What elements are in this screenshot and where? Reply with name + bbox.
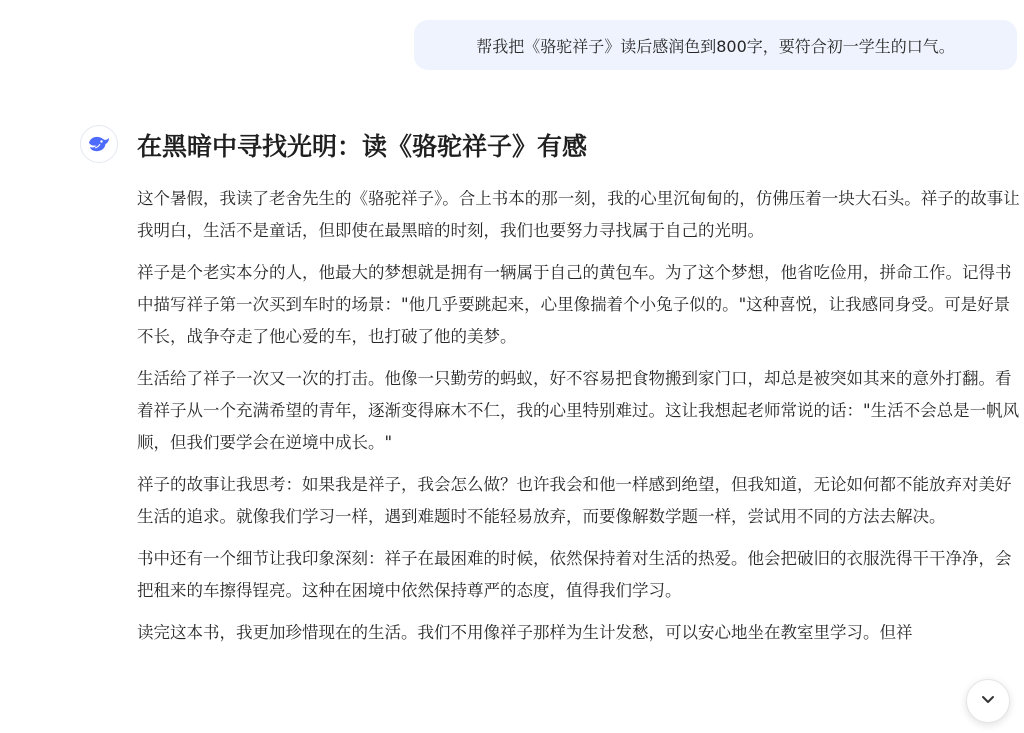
user-message-text: 帮我把《骆驼祥子》读后感润色到800字，要符合初一学生的口气。 [476, 36, 955, 56]
answer-paragraph: 书中还有一个细节让我印象深刻：祥子在最困难的时候，依然保持着对生活的热爱。他会把破旧的衣服洗得干干净净，会把租来的车擦得锃亮。这种在困境中依然保持尊严的态度，值得我们学习。 [137, 549, 1012, 600]
answer-paragraph: 祥子的故事让我思考：如果我是祥子，我会怎么做？也许我会和他一样感到绝望，但我知道，无论如何都不能放弃对美好生活的追求。就像我们学习一样，遇到难题时不能轻易放弃，而要像解数学题一样，尝试用不同的方法去解决。 [137, 475, 1012, 526]
chevron-down-icon [979, 690, 997, 712]
scroll-down-button[interactable] [966, 679, 1010, 723]
answer-title: 在黑暗中寻找光明：读《骆驼祥子》有感 [137, 132, 588, 161]
answer-paragraph: 读完这本书，我更加珍惜现在的生活。我们不用像祥子那样为生计发愁，可以安心地坐在教室里学习。但祥 [137, 623, 913, 642]
answer-paragraph: 祥子是个老实本分的人，他最大的梦想就是拥有一辆属于自己的黄包车。为了这个梦想，他省吃俭用，拼命工作。记得书中描写祥子第一次买到车时的场景："他几乎要跳起来，心里像揣着个小兔子似的。"这种喜悦，让我感同身受。可是好景不长，战争夺走了他心爱的车，也打破了他的美梦。 [137, 263, 1012, 346]
answer-paragraph: 这个暑假，我读了老舍先生的《骆驼祥子》。合上书本的那一刻，我的心里沉甸甸的，仿佛压着一块大石头。祥子的故事让我明白，生活不是童话，但即使在最黑暗的时刻，我们也要努力寻找属于自己的光明。 [137, 189, 1020, 240]
answer-paragraph: 生活给了祥子一次又一次的打击。他像一只勤劳的蚂蚁，好不容易把食物搬到家门口，却总是被突如其来的意外打翻。看着祥子从一个充满希望的青年，逐渐变得麻木不仁，我的心里特别难过。这让我想起老师常说的话："生活不会总是一帆风顺，但我们要学会在逆境中成长。" [137, 369, 1020, 452]
answer-body [137, 183, 1024, 659]
whale-logo-icon [86, 131, 112, 157]
assistant-avatar [80, 125, 118, 163]
user-message-bubble [414, 20, 1017, 70]
